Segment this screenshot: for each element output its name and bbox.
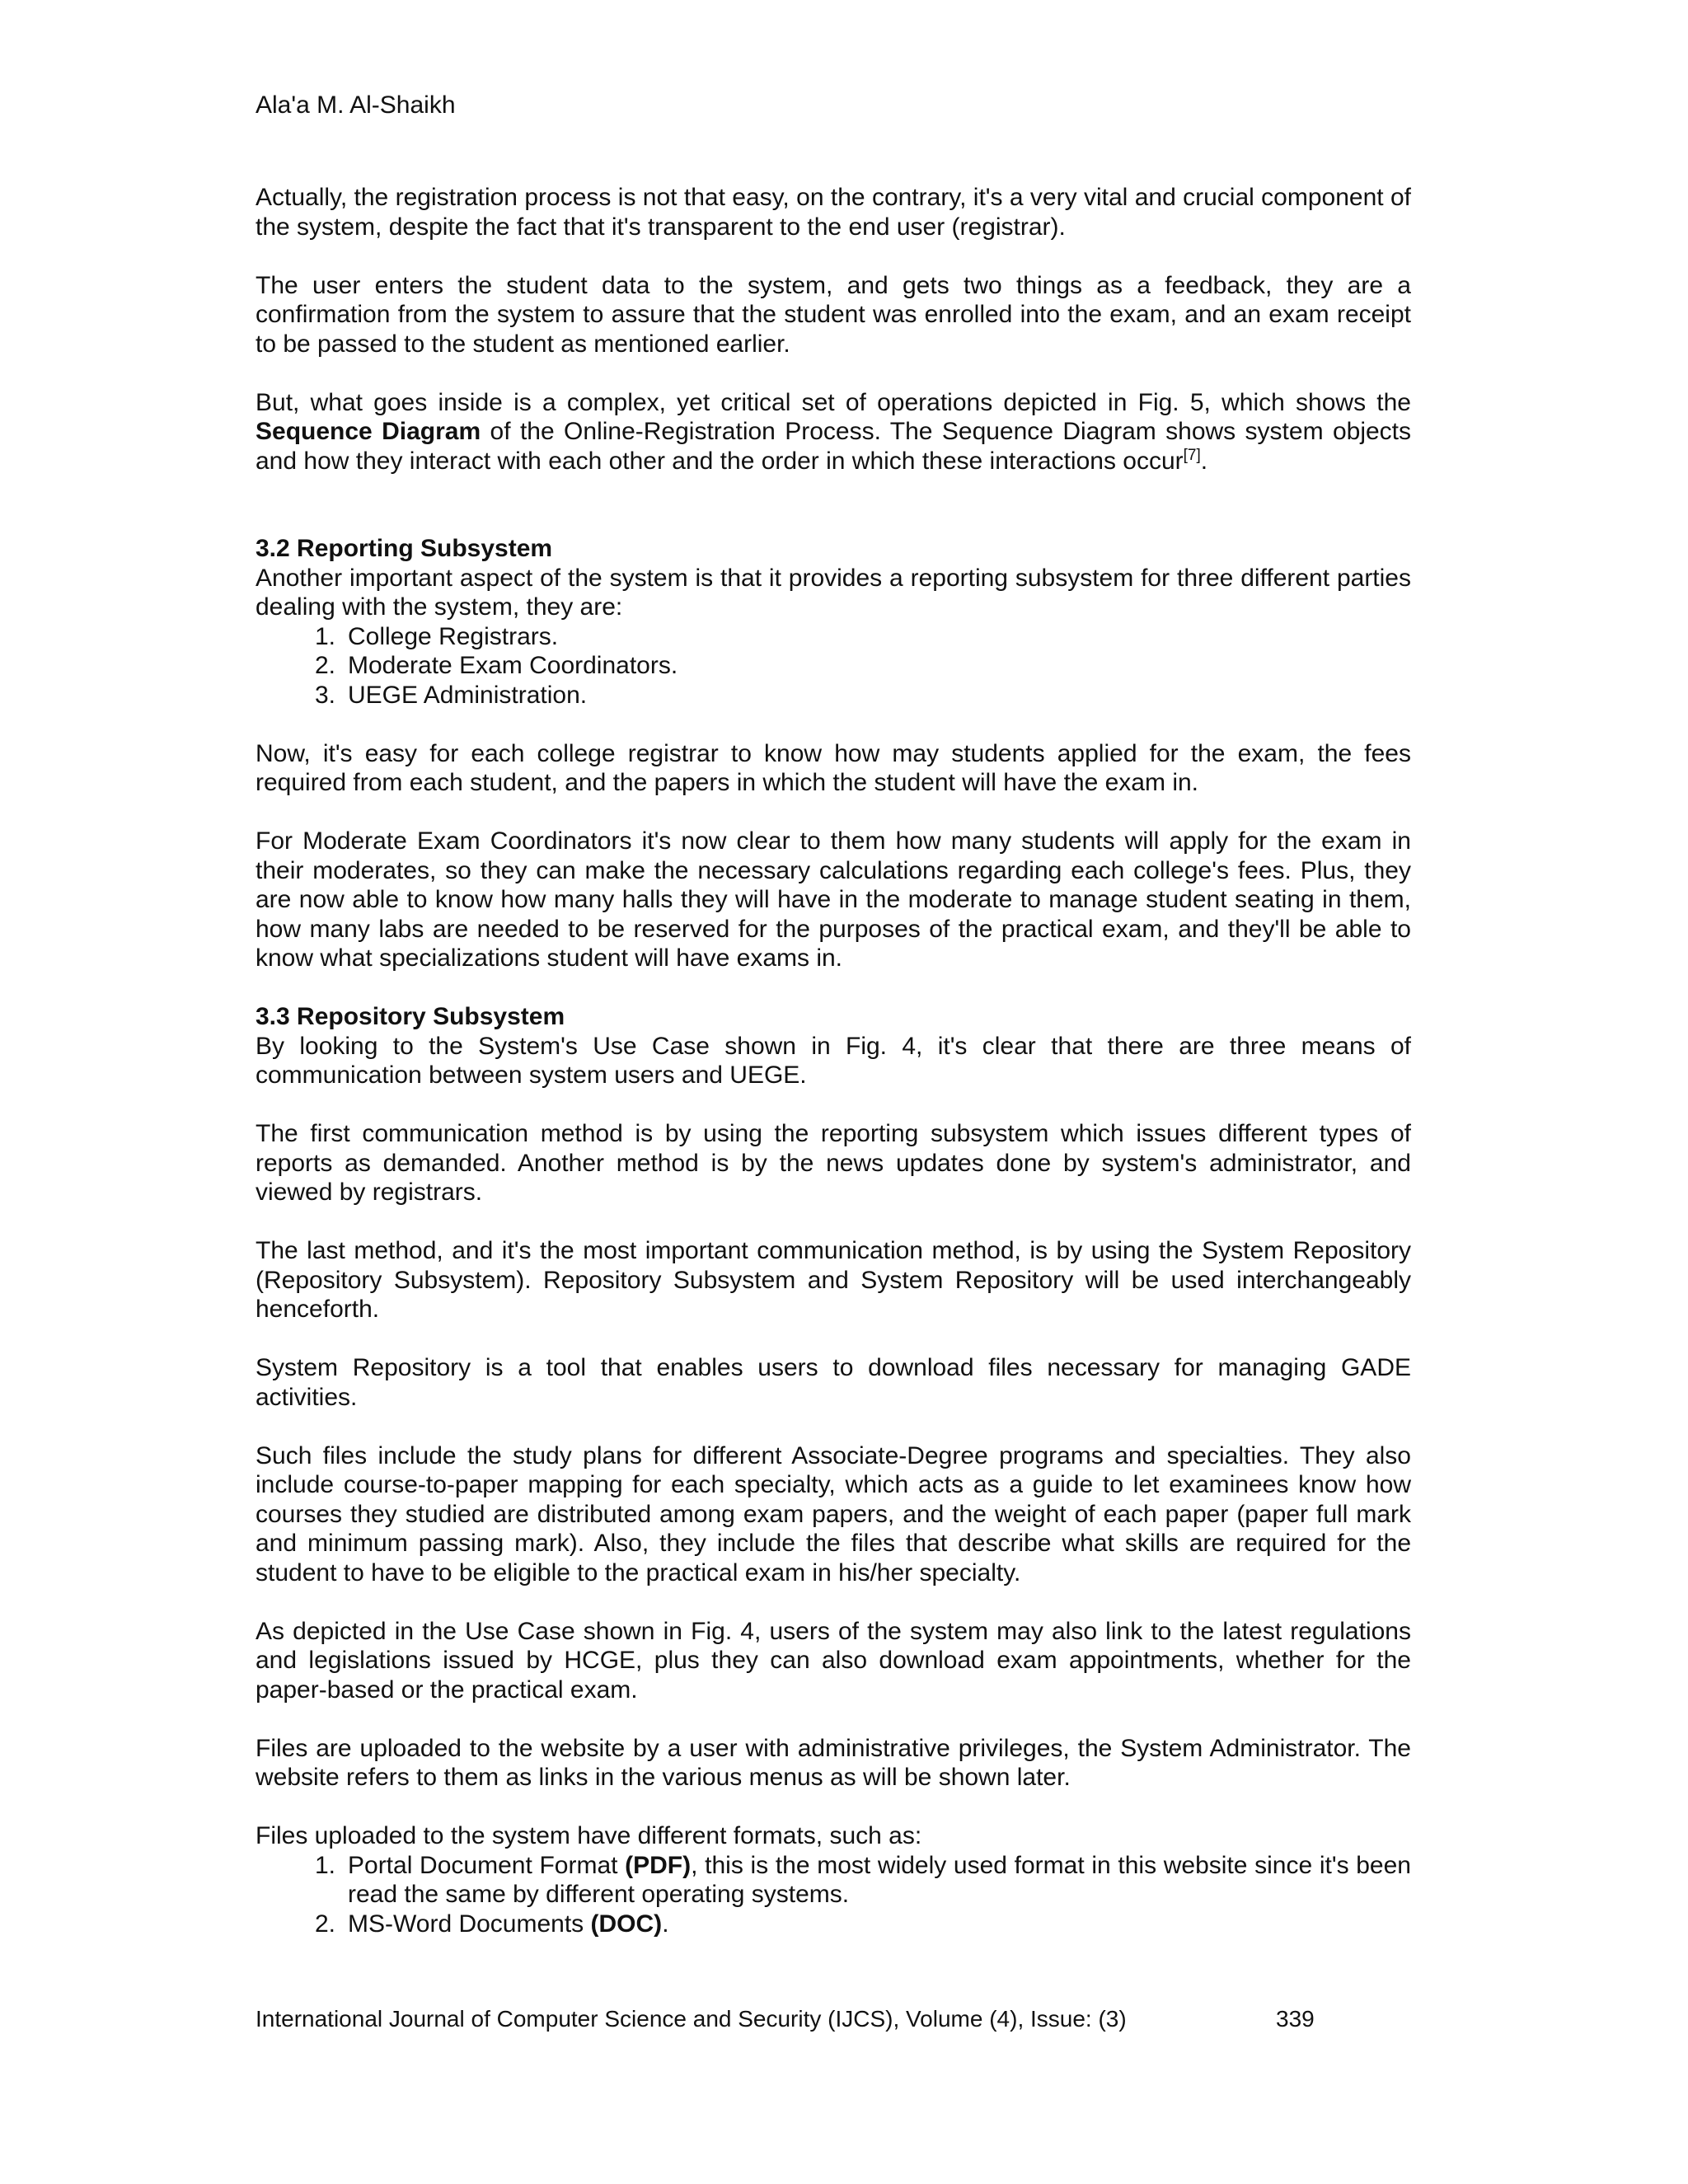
list-number: 2. bbox=[315, 1910, 336, 1938]
text-span: of the Online-Registration Process. The Sequence Diagram shows system objects and how they interact with each other and the order in which these interactions occur bbox=[256, 418, 1412, 475]
paragraph: The user enters the student data to the system, and gets two things as a feedback, they are a confirmation from the system to assure that the student was enrolled into the exam, and an exam receipt to be passed to the student as mentioned earlier. bbox=[256, 271, 1411, 358]
paragraph: The first communication method is by using the reporting subsystem which issues different types of reports as demanded. Another method is by the news updates done by system's administrator, and viewed by registrars. bbox=[256, 1120, 1411, 1206]
text-span: MS-Word Documents bbox=[348, 1910, 591, 1938]
body-column bbox=[256, 183, 1411, 1968]
list-number: 3. bbox=[315, 681, 336, 709]
parties-list bbox=[256, 622, 1411, 710]
list-number: 1. bbox=[315, 622, 336, 650]
list-item bbox=[256, 622, 1411, 652]
citation-ref: [7] bbox=[1183, 446, 1201, 464]
text-span: . bbox=[1200, 447, 1208, 475]
paragraph-sequence-diagram bbox=[256, 388, 1411, 476]
paragraph: Now, it's easy for each college registrar to know how may students applied for the exam, the fees required from each student, and the papers in which the student will have the exam in. bbox=[256, 739, 1411, 796]
paragraph: As depicted in the Use Case shown in Fig. 4, users of the system may also link to the latest regulations and legislations issued by HCGE, plus they can also download exam appointments, whether for the paper-based or the practical exam. bbox=[256, 1617, 1411, 1704]
list-number: 2. bbox=[315, 652, 336, 679]
list-text bbox=[348, 1851, 1411, 1910]
paragraph: System Repository is a tool that enables users to download files necessary for managing GADE activities. bbox=[256, 1354, 1411, 1411]
paragraph: Such files include the study plans for different Associate-Degree programs and specialties. They also include course-to-paper mapping for each specialty, which acts as a guide to let examinees know how courses they studied are distributed among exam papers, and the weight of each paper (paper full mark and minimum passing mark). Also, they include the files that describe what skills are required for the student to have to be eligible to the practical exam in his/her specialty. bbox=[256, 1441, 1411, 1586]
paragraph: Files uploaded to the system have different formats, such as: bbox=[256, 1822, 922, 1849]
text-span: Portal Document Format bbox=[348, 1851, 626, 1879]
section-heading-repository: 3.3 Repository Subsystem bbox=[256, 1003, 565, 1030]
list-item bbox=[256, 651, 1411, 681]
paragraph: Files are uploaded to the website by a user with administrative privileges, the System Administrator. The website refers to them as links in the various menus as will be shown later. bbox=[256, 1734, 1411, 1791]
paragraph: For Moderate Exam Coordinators it's now clear to them how many students will apply for the exam in their moderates, so they can make the necessary calculations regarding each college's fees. Plus, they are now able to know how many halls they will have in the moderate to manage student seating in them, how many labs are needed to be reserved for the purposes of the practical exam, and they'll be able to know what specializations student will have exams in. bbox=[256, 827, 1411, 972]
formats-list bbox=[256, 1851, 1411, 1939]
list-number: 1. bbox=[315, 1851, 336, 1879]
running-header-author: Ala'a M. Al-Shaikh bbox=[256, 91, 456, 119]
page-number: 339 bbox=[1276, 2006, 1315, 2032]
section-heading-reporting: 3.2 Reporting Subsystem bbox=[256, 535, 553, 562]
list-item bbox=[256, 1910, 1411, 1939]
paragraph: Actually, the registration process is not that easy, on the contrary, it's a very vital and crucial component of the system, despite the fact that it's transparent to the end user (registrar). bbox=[256, 184, 1411, 241]
list-text: Moderate Exam Coordinators. bbox=[348, 652, 678, 679]
list-item bbox=[256, 1851, 1411, 1910]
bold-term: (PDF) bbox=[625, 1851, 692, 1879]
footer-journal: International Journal of Computer Science and Security (IJCS), Volume (4), Issue: (3) bbox=[256, 2006, 1127, 2032]
text-span: , this is the most widely used format in this website since it's been read the same by different operating systems. bbox=[348, 1851, 1411, 1908]
paragraph: Another important aspect of the system is that it provides a reporting subsystem for three different parties dealing with the system, they are: bbox=[256, 564, 1411, 621]
list-text: College Registrars. bbox=[348, 622, 559, 650]
paragraph: The last method, and it's the most important communication method, is by using the System Repository (Repository Subsystem). Repository Subsystem and System Repository will be used interchangeably henceforth. bbox=[256, 1237, 1411, 1323]
text-span: . bbox=[662, 1910, 669, 1938]
list-text: UEGE Administration. bbox=[348, 681, 588, 709]
bold-term: (DOC) bbox=[590, 1910, 663, 1938]
bold-term: Sequence Diagram bbox=[256, 418, 481, 445]
list-text bbox=[348, 1910, 1411, 1939]
paragraph: By looking to the System's Use Case shown in Fig. 4, it's clear that there are three means of communication between system users and UEGE. bbox=[256, 1032, 1411, 1089]
text-span: But, what goes inside is a complex, yet critical set of operations depicted in Fig. 5, which shows the bbox=[256, 388, 1411, 416]
list-item bbox=[256, 681, 1411, 710]
